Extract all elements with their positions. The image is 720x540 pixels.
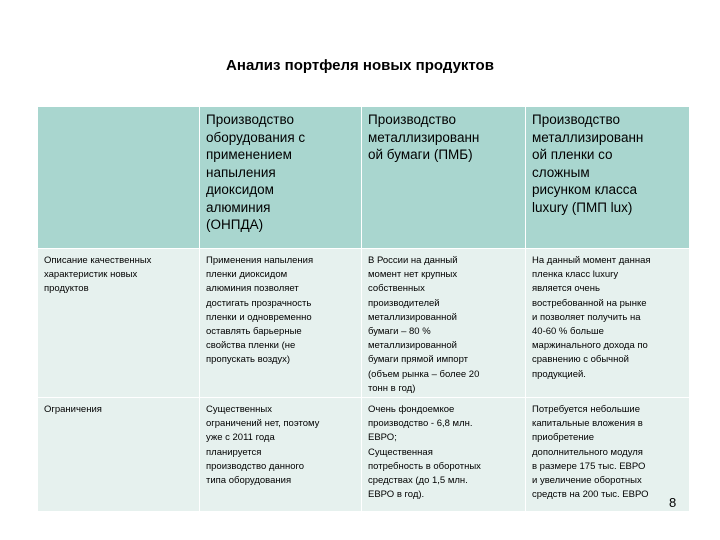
table-cell: В России на данный момент нет крупных собственных производителей металлизированной бумаги – 80 % металлизированной бумаги прямой импорт (объем рынка – более 20 тонн в год) xyxy=(362,249,526,398)
table-cell: Применения напыления пленки диоксидом алюминия позволяет достигать прозрачность пленки и одновременно оставлять барьерные свойства пленки (не пропускать воздух) xyxy=(200,249,362,398)
row-label-limitations: Ограничения xyxy=(38,398,200,512)
table-cell: На данный момент данная пленка класс luxury является очень востребованной на рынке и позволяет получить на 40-60 % больше маржинального дохода по сравнению с обычной продукцией. xyxy=(526,249,690,398)
portfolio-table xyxy=(37,106,690,512)
page-number: 8 xyxy=(669,495,677,510)
slide-title: Анализ портфеля новых продуктов xyxy=(226,57,494,74)
header-cell-pmb: Производство металлизированн ой бумаги (ПМБ) xyxy=(362,107,526,249)
table-cell: Потребуется небольшие капитальные вложения в приобретение дополнительного модуля в размере 175 тыс. ЕВРО и увеличение оборотных средств на 200 тыс. ЕВРО xyxy=(526,398,690,512)
table-row xyxy=(38,398,690,512)
table-cell: Существенных ограничений нет, поэтому уже с 2011 года планируется производство данного типа оборудования xyxy=(200,398,362,512)
table-cell: Очень фондоемкое производство - 6,8 млн. ЕВРО; Существенная потребность в оборотных средствах (до 1,5 млн. ЕВРО в год). xyxy=(362,398,526,512)
table-row xyxy=(38,249,690,398)
row-label-description: Описание качественных характеристик новых продуктов xyxy=(38,249,200,398)
table-header-row xyxy=(38,107,690,249)
header-cell-empty xyxy=(38,107,200,249)
header-cell-pmp-lux: Производство металлизированн ой пленки со сложным рисунком класса luxury (ПМП lux) xyxy=(526,107,690,249)
header-cell-ondpa: Производство оборудования с применением напыления диоксидом алюминия (ОНПДА) xyxy=(200,107,362,249)
